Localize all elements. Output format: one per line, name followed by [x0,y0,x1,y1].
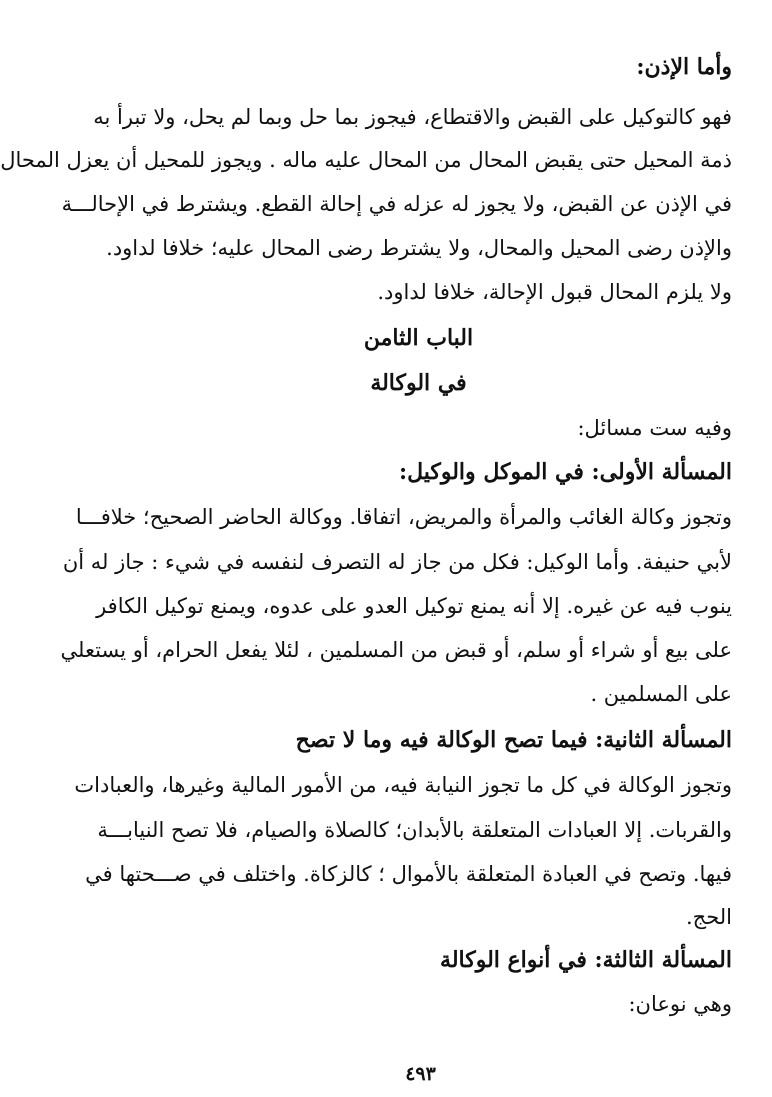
section-heading-idhn: وأما الإذن: [636,54,732,80]
paragraph-line: فهو كالتوكيل على القبض والاقتطاع، فيجوز بما حل وبما لم يحل، ولا تبرأ به [93,105,732,129]
question-1-heading: المسألة الأولى: في الموكل والوكيل: [398,459,732,485]
paragraph-line: الحج. [685,905,732,929]
question-3-heading: المسألة الثالثة: في أنواع الوكالة [440,947,732,973]
paragraph-line: وتجوز الوكالة في كل ما تجوز النيابة فيه، من الأمور المالية وغيرها، والعبادات [74,773,732,797]
paragraph-line: والإذن رضى المحيل والمحال، ولا يشترط رضى المحال عليه؛ خلافا لداود. [106,236,732,260]
paragraph-line: ولا يلزم المحال قبول الإحالة، خلافا لداود. [377,280,732,304]
paragraph-line: لأبي حنيفة. وأما الوكيل: فكل من جاز له التصرف لنفسه في شيء : جاز له أن [62,550,732,574]
paragraph-line: ذمة المحيل حتى يقبض المحال من المحال عليه ماله . ويجوز للمحيل أن يعزل المحال [0,148,732,172]
paragraph-line: فيها. وتصح في العبادة المتعلقة بالأموال ؛ كالزكاة. واختلف في صـــحتها في [85,862,732,886]
paragraph-line: والقربات. إلا العبادات المتعلقة بالأبدان؛ كالصلاة والصيام، فلا تصح النيابـــة [97,818,732,842]
page-number: ٤٩٣ [405,1063,436,1085]
paragraph-line: ينوب فيه عن غيره. إلا أنه يمنع توكيل العدو على عدوه، ويمنع توكيل الكافر [96,594,732,618]
paragraph-line: على بيع أو شراء أو سلم، أو قبض من المسلمين ، لئلا يفعل الحرام، أو يستعلي [60,638,732,662]
question-2-heading: المسألة الثانية: فيما تصح الوكالة فيه وما لا تصح [295,727,732,753]
paragraph-line: وهي نوعان: [628,992,732,1016]
chapter-title: الباب الثامن [363,325,474,351]
paragraph-line: في الإذن عن القبض، ولا يجوز له عزله في إحالة القطع. ويشترط في الإحالـــة [61,192,732,216]
chapter-subtitle: في الوكالة [370,370,467,396]
paragraph-line: على المسلمين . [590,682,732,706]
chapter-intro: وفيه ست مسائل: [577,416,732,440]
paragraph-line: وتجوز وكالة الغائب والمرأة والمريض، اتفاقا. ووكالة الحاضر الصحيح؛ خلافـــا [75,505,732,529]
